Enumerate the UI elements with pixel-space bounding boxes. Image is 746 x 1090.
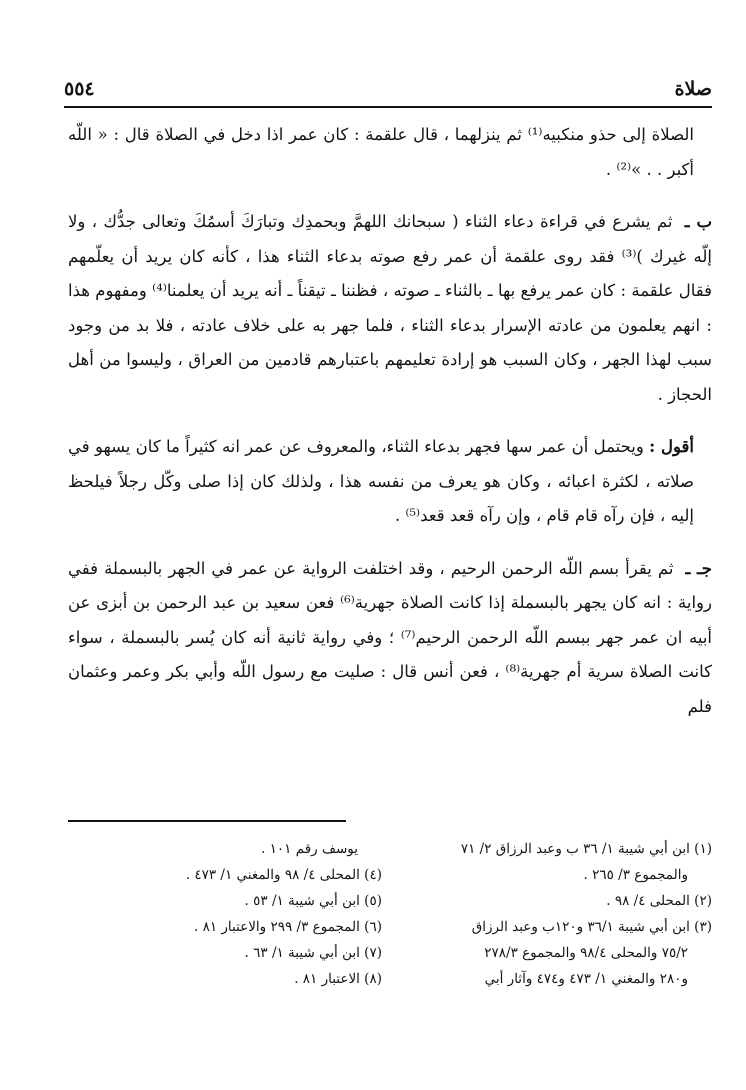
section-marker-b: ب ـ	[684, 212, 712, 231]
paragraph-opinion-text: ويحتمل أن عمر سها فجهر بدعاء الثناء، والمعروف عن عمر انه كثيراً ما كان يسهو في صلاته ، لكثرة اعبائه ، وكان هو يعرف من نفسه هذا ، ولذلك كان إذا صلى وكّل رجلاً فيلحظ إليه ، فإن رآه قام قام ، وإن رآه قعد قعد⁽⁵⁾ .	[68, 437, 694, 525]
main-text	[68, 118, 712, 742]
footnote-8: (٨) الاعتبار ٨١ .	[294, 971, 382, 987]
footnote-divider	[68, 820, 346, 822]
footnote-4: (٤) المحلى ٤/ ٩٨ والمغني ١/ ٤٧٣ .	[185, 867, 382, 883]
paragraph-b-text: ثم يشرع في قراءة دعاء الثناء ( سبحانك اللهمَّ وبحمدِك وتبارَكَ أسمُكَ وتعالى جدُّك ، ولا إلّه غيرك )⁽³⁾ فقد روى علقمة أن عمر رفع صوته بدعاء الثناء هذا ، كأنه كان يريد أن يعلّمهم فقال علقمة : كان عمر يرفع بها ـ بالثناء ـ صوته ، فظننا ـ تيقناً ـ أنه يريد أن يعلمنا⁽⁴⁾ ومفهوم هذا : انهم يعلمون من عادته الإسرار بدعاء الثناء ، فلما جهر به على خلاف عادته ، فلا بد من وجود سبب لهذا الجهر ، وكان السبب هو إرادة تعليمهم باعتبارهم قادمين من العراق ، وليسوا من أهل الحجاز .	[68, 212, 712, 404]
paragraph-continuation: الصلاة إلى حذو منكبيه⁽¹⁾ ثم ينزلهما ، قال علقمة : كان عمر اذا دخل في الصلاة قال : « اللّه أكبر . . »⁽²⁾ .	[68, 125, 695, 179]
footnote-3-continued-2: و٢٨٠ والمغني ١/ ٤٧٣ و٤٧٤ وآثار أبي	[484, 971, 688, 987]
footnote-1-continued: والمجموع ٣/ ٢٦٥ .	[583, 867, 688, 883]
paragraph-jim-text: ثم يقرأ بسم اللّه الرحمن الرحيم ، وقد اختلفت الرواية عن عمر في الجهر بالبسملة ففي رواية : انه كان يجهر بالبسملة إذا كانت الصلاة جهرية⁽⁶⁾ فعن سعيد بن عبد الرحمن بن أبزى عن أبيه ان عمر جهر ببسم اللّه الرحمن الرحيم⁽⁷⁾ ؛ وفي رواية ثانية أنه كان يُسر بالبسملة ، سواء كانت الصلاة سرية أم جهرية⁽⁸⁾ ، فعن أنس قال : صليت مع رسول اللّه وأبي بكر وعمر وعثمان فلم	[68, 558, 712, 716]
footnote-7: (٧) ابن أبي شيبة ١/ ٦٣ .	[244, 945, 382, 961]
footnotes	[70, 836, 712, 1016]
section-marker-jim: جـ ـ	[685, 558, 712, 578]
footnote-2: (٢) المحلى ٤/ ٩٨ .	[606, 893, 712, 909]
footnote-6: (٦) المجموع ٣/ ٢٩٩ والاعتبار ٨١ .	[194, 919, 382, 935]
paragraph-b	[68, 205, 712, 412]
footnote-5: (٥) ابن أبي شيبة ١/ ٥٣ .	[244, 893, 382, 909]
page-number: ٥٥٤	[64, 78, 95, 100]
footnote-1: (١) ابن أبي شيبة ١/ ٣٦ ب وعبد الرزاق ٢/ ٧١	[460, 841, 712, 857]
footnote-3: (٣) ابن أبي شيبة ٣٦/١ و١٢٠ب وعبد الرزاق	[471, 919, 712, 935]
running-title: صلاة	[674, 78, 712, 100]
footnote-3-end: يوسف رقم ١٠١ .	[261, 841, 358, 857]
footnotes-right-column	[412, 836, 712, 992]
paragraph-jim	[68, 552, 712, 725]
opinion-lead: أقول :	[649, 437, 694, 456]
page-header	[64, 78, 712, 108]
footnote-3-continued: ٧٥/٢ والمحلى ٩٨/٤ والمجموع ٢٧٨/٣	[484, 945, 688, 961]
paragraph-opinion	[68, 430, 712, 534]
footnotes-left-column	[82, 836, 382, 992]
